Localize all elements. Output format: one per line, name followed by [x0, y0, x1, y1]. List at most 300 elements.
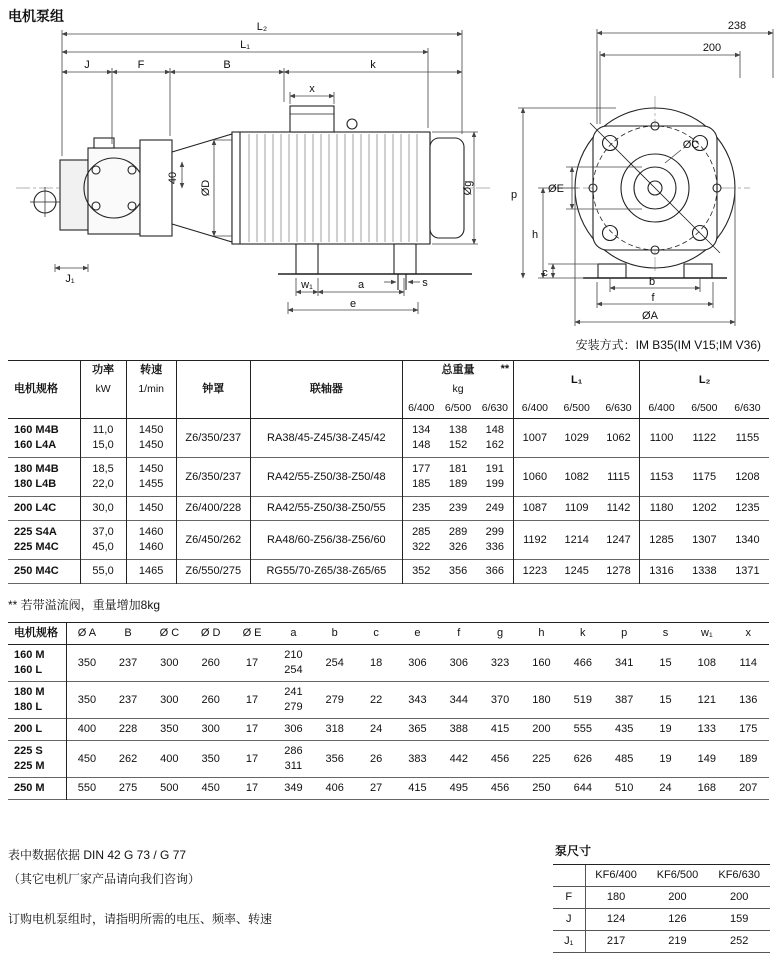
cell-weight-6500	[440, 560, 477, 584]
cell-weight-6500	[440, 458, 477, 497]
cell-L1-6630: 1142	[598, 497, 640, 521]
cell-power	[80, 497, 126, 521]
dim-cell: 168	[697, 782, 716, 794]
dim-cell: 300	[160, 693, 179, 706]
cell-speed	[126, 458, 176, 497]
weight-footnote: ** 若带溢流阀，重量增加8kg	[8, 598, 161, 612]
dim-cell-a	[273, 778, 314, 800]
row-label: F	[553, 887, 585, 909]
value-line: 1450	[138, 502, 164, 514]
note-din-standard: 表中数据依据 DIN 42 G 73 / G 77	[8, 848, 187, 862]
cell-L2-6500: 1338	[692, 565, 717, 577]
cell-power	[80, 419, 126, 458]
cell-bell: Z6/350/237	[176, 458, 250, 497]
cell-L2-6500: 1202	[692, 502, 717, 514]
value-line: 191	[485, 463, 505, 475]
header-L1: L₁	[514, 361, 640, 400]
motor-foot-rear	[394, 244, 416, 274]
value-line: 322	[412, 541, 431, 553]
cell-L1-6400: 1007	[522, 431, 548, 444]
dim-label-L1: L₁	[240, 39, 250, 51]
dim-cell: 114	[739, 656, 758, 669]
cell-L1-6630: 1062	[598, 419, 640, 458]
motor-foot-front	[296, 244, 318, 274]
dim-label-200: 200	[702, 42, 722, 54]
header-L2: L₂	[698, 373, 711, 386]
cell-coupling: RA38/45-Z45/38-Z45/42	[250, 419, 402, 458]
value-line: 1450	[138, 424, 164, 436]
cell-models	[8, 521, 80, 560]
pump-size-title: 泵尺寸	[553, 840, 770, 865]
dim-cell: 17	[245, 693, 259, 706]
value-line: 366	[485, 565, 505, 577]
header-col-OD: Ø D	[200, 627, 221, 639]
cell-L2-6400: 1285	[649, 533, 674, 546]
cell-bell: Z6/550/275	[176, 560, 250, 584]
pump-size-row-J	[553, 909, 770, 931]
pump-body	[88, 148, 140, 234]
dim-label-J1: J₁	[65, 273, 75, 285]
header-col-e: e	[414, 627, 421, 639]
page-title: 电机泵组	[8, 8, 64, 24]
pump-size-block	[553, 840, 770, 953]
note-ordering: 订购电机泵组时，请指明所需的电压、频率、转速	[8, 912, 273, 926]
header-weight-unit: kg	[402, 380, 513, 399]
header-spacer	[80, 399, 126, 419]
dim-label-OE: ØE	[548, 183, 564, 195]
row-label: J	[553, 909, 585, 931]
value-line: 1460	[138, 541, 164, 553]
dim-cell: 180	[532, 693, 551, 706]
header-col-s: s	[662, 627, 669, 639]
dim-cell: 237	[118, 656, 138, 669]
dim-cell: 343	[408, 693, 427, 706]
value-line: 210	[284, 649, 303, 661]
value-line: 181	[448, 463, 468, 475]
cell-speed	[126, 497, 176, 521]
dim-cell: 27	[369, 782, 383, 794]
header-col-w1: w₁	[701, 627, 713, 639]
value-line: 185	[412, 478, 431, 490]
value-line: 189	[448, 478, 468, 490]
value-line: 352	[412, 565, 431, 577]
dim-cell: 17	[245, 782, 259, 794]
dim-cell: 17	[245, 656, 259, 669]
value-line: 286	[284, 745, 303, 757]
dim-cell: 133	[697, 723, 716, 735]
dim-cell: 300	[201, 723, 220, 735]
cell-L1-6500: 1082	[564, 470, 589, 483]
header-power: 功率	[80, 361, 126, 381]
pump-size-row-F	[553, 887, 770, 909]
model-line: 250 M4C	[14, 565, 59, 577]
value-line: 356	[448, 565, 468, 577]
value-line: 30,0	[92, 502, 114, 514]
header-col-k: k	[580, 627, 586, 639]
dim-cell: 387	[614, 693, 634, 706]
dim-cell: 456	[490, 752, 510, 765]
cell-L2-6500: 1307	[692, 533, 717, 546]
model-line: 200 L4C	[14, 502, 57, 514]
dim-label-OD: ØD	[200, 179, 212, 197]
header-L2-6500: 6/500	[691, 402, 718, 414]
model-line: 180 M	[14, 686, 45, 698]
cell-coupling: RG55/70-Z65/38-Z65/65	[250, 560, 402, 584]
dim-cell: 644	[573, 782, 592, 794]
header-kf6-500: KF6/500	[647, 865, 709, 887]
value-line: 45,0	[92, 541, 114, 553]
dim-row-250	[8, 778, 769, 800]
value-line: 134	[412, 424, 431, 436]
header-col-h: h	[538, 627, 545, 639]
cell-models	[8, 682, 66, 719]
cell-weight-6630	[477, 521, 514, 560]
header-weight-6500: 6/500	[444, 402, 472, 414]
pump-dim-cell: 180	[585, 887, 647, 909]
cell-L2-6630: 1155	[735, 431, 760, 444]
dim-label-40: 40	[167, 171, 179, 185]
dim-cell: 350	[77, 656, 97, 669]
dim-cell: 175	[739, 723, 758, 735]
dim-label-OA: ØA	[642, 310, 658, 322]
row-label: J₁	[553, 931, 585, 953]
cell-bell: Z6/450/262	[176, 521, 250, 560]
pump-head	[60, 160, 88, 230]
dim-cell: 225	[532, 752, 551, 765]
dim-cell: 108	[697, 656, 716, 669]
value-line: 162	[485, 439, 505, 451]
cell-coupling: RA42/55-Z50/38-Z50/55	[250, 497, 402, 521]
dim-cell: 406	[325, 782, 344, 794]
dim-cell: 350	[201, 752, 220, 765]
mounting-note: 安装方式：IM B35(IM V15;IM V36)	[575, 338, 761, 352]
value-line: 15,0	[92, 439, 114, 451]
dim-cell: 466	[573, 656, 592, 669]
cell-models	[8, 741, 66, 778]
value-line: 177	[412, 463, 431, 475]
spec-row-250	[8, 560, 769, 584]
header-col-c: c	[373, 627, 379, 639]
model-line: 225 M	[14, 760, 45, 772]
dim-cell: 500	[160, 782, 179, 794]
dim-cell: 15	[659, 656, 672, 669]
dim-cell: 19	[659, 752, 672, 765]
dim-label-c: c	[542, 267, 548, 279]
header-weight-6400: 6/400	[408, 402, 435, 414]
header-col-OE: Ø E	[242, 627, 262, 639]
spec-row-180	[8, 458, 769, 497]
lifting-eye	[347, 119, 357, 129]
dim-cell: 415	[408, 782, 427, 794]
header-speed: 转速	[126, 361, 176, 381]
dim-cell: 26	[369, 752, 383, 765]
model-line: 180 L4B	[14, 478, 57, 490]
cell-models	[8, 419, 80, 458]
dim-cell: 237	[118, 693, 138, 706]
dim-cell: 260	[201, 693, 220, 706]
header-spacer	[126, 399, 176, 419]
dim-cell: 200	[532, 723, 551, 735]
value-line: 241	[284, 686, 303, 698]
dim-cell: 149	[697, 752, 716, 765]
dim-label-B: B	[223, 59, 231, 71]
cell-weight-6630	[477, 560, 514, 584]
dim-label-Og: Øg	[462, 180, 474, 196]
header-L2-6400: 6/400	[648, 402, 675, 414]
value-line: 299	[485, 526, 505, 538]
dim-cell: 260	[201, 656, 220, 669]
pump-dim-cell: 200	[708, 887, 770, 909]
dim-cell: 250	[532, 782, 551, 794]
dim-cell: 365	[408, 723, 427, 735]
dim-row-225	[8, 741, 769, 778]
dim-row-200	[8, 719, 769, 741]
pump-dim-cell: 126	[647, 909, 709, 931]
header-L1-6500: 6/500	[563, 402, 590, 414]
header-weight-6630: 6/630	[477, 399, 514, 419]
dim-cell: 388	[449, 723, 468, 735]
cell-power	[80, 458, 126, 497]
header-col-g: g	[497, 627, 504, 639]
dim-cell: 415	[490, 723, 510, 735]
dim-cell: 189	[739, 752, 758, 765]
cell-weight-6500	[440, 419, 477, 458]
value-line: 18,5	[92, 463, 114, 475]
dim-cell: 442	[449, 752, 468, 765]
dim-label-a: a	[357, 279, 365, 291]
cell-L2-6400: 1316	[649, 565, 674, 577]
dim-cell: 341	[614, 656, 634, 669]
dim-cell-a	[273, 719, 314, 741]
pump-dim-cell: 124	[585, 909, 647, 931]
cell-L1-6630: 1278	[598, 560, 640, 584]
dim-cell: 510	[614, 782, 634, 794]
spec-row-225	[8, 521, 769, 560]
cell-models	[8, 778, 66, 800]
cell-weight-6400	[402, 458, 439, 497]
model-line: 250 M	[14, 782, 45, 794]
motor-fins	[246, 134, 424, 242]
dim-cell: 160	[532, 656, 551, 669]
dim-cell: 450	[201, 782, 220, 794]
dim-cell: 495	[449, 782, 468, 794]
motor-spec-table	[8, 360, 769, 584]
header-col-B: B	[124, 627, 132, 639]
dim-cell: 17	[245, 723, 259, 735]
model-line: 225 S4A	[14, 526, 57, 538]
dim-cell: 550	[77, 782, 97, 794]
dim-cell: 356	[325, 752, 344, 765]
pump-size-row-J1	[553, 931, 770, 953]
value-line: 199	[485, 478, 505, 490]
cell-bell: Z6/400/228	[176, 497, 250, 521]
header-col-p: p	[621, 627, 628, 639]
header-motor-spec: 电机规格	[8, 361, 80, 419]
header-kf6-400: KF6/400	[585, 865, 647, 887]
cell-L2-6630: 1340	[735, 533, 760, 546]
cell-L1-6500: 1245	[564, 565, 589, 577]
dim-label-w1: w₁	[301, 279, 313, 291]
cell-L2-6630: 1371	[735, 565, 760, 577]
header-bell-housing: 钟罩	[176, 361, 250, 419]
model-line: 180 L	[14, 701, 43, 713]
model-line: 200 L	[14, 723, 43, 735]
value-line: 336	[485, 541, 505, 553]
dim-label-J: J	[84, 59, 90, 71]
header-motor-spec: 电机规格	[8, 623, 66, 645]
value-line: 11,0	[92, 424, 114, 436]
dim-cell: 350	[77, 693, 97, 706]
pump-dim-cell: 219	[647, 931, 709, 953]
side-view	[30, 106, 472, 290]
header-col-OA: Ø A	[77, 627, 97, 639]
dim-cell: 383	[408, 752, 427, 765]
dimension-table	[8, 622, 769, 800]
cell-models	[8, 497, 80, 521]
value-line: 326	[448, 541, 468, 553]
value-line: 349	[284, 782, 303, 794]
value-line: 289	[448, 526, 468, 538]
dim-cell: 555	[573, 723, 592, 735]
cell-weight-6400	[402, 521, 439, 560]
cell-weight-6400	[402, 419, 439, 458]
cell-weight-6630	[477, 497, 514, 521]
mounting-bracket	[140, 140, 172, 236]
dim-cell: 275	[118, 782, 138, 794]
note-other-manufacturers: （其它电机厂家产品请向我们咨询）	[8, 872, 201, 886]
total-weight-label: 总重量	[441, 364, 475, 376]
cell-L1-6630: 1115	[598, 458, 640, 497]
dim-label-s: s	[422, 277, 428, 289]
weight-footnote-marker: **	[500, 363, 510, 375]
header-coupling: 联轴器	[250, 361, 402, 419]
dim-cell: 370	[490, 693, 510, 706]
dim-cell: 626	[573, 752, 592, 765]
header-total-weight	[402, 361, 513, 381]
cell-L1-6500: 1214	[564, 533, 589, 546]
model-line: 225 M4C	[14, 541, 59, 553]
cell-L1-6400: 1223	[522, 565, 548, 577]
technical-drawing	[0, 20, 777, 336]
front-foot-right	[684, 264, 712, 278]
dim-cell: 18	[369, 656, 383, 669]
dim-cell: 485	[614, 752, 634, 765]
cell-L1-6400: 1060	[522, 470, 548, 483]
dim-cell: 456	[490, 782, 510, 794]
cell-bell: Z6/350/237	[176, 419, 250, 458]
value-line: 22,0	[92, 478, 114, 490]
cell-L1-6400: 1192	[523, 533, 547, 546]
cell-L2-6630: 1208	[735, 470, 760, 483]
dim-cell: 279	[325, 693, 344, 706]
cell-models	[8, 645, 66, 682]
cell-L2-6500: 1122	[692, 431, 717, 444]
pump-dim-cell: 159	[708, 909, 770, 931]
cell-L2-6400: 1100	[649, 431, 674, 444]
model-line: 180 M4B	[14, 463, 59, 475]
dim-cell: 228	[118, 723, 138, 735]
value-line: 249	[485, 502, 505, 514]
dim-cell: 318	[325, 723, 344, 735]
value-line: 152	[448, 439, 468, 451]
header-spacer	[553, 865, 585, 887]
dim-cell: 400	[77, 723, 97, 735]
value-line: 55,0	[92, 565, 114, 577]
fan-cover	[430, 138, 464, 238]
value-line: 148	[485, 424, 505, 436]
dim-cell: 306	[408, 656, 427, 669]
dim-cell: 136	[739, 693, 758, 706]
dim-cell: 15	[659, 693, 672, 706]
value-line: 148	[412, 439, 431, 451]
value-line: 1460	[138, 526, 164, 538]
value-line: 1450	[138, 439, 164, 451]
header-row-1	[8, 361, 769, 381]
cell-speed	[126, 560, 176, 584]
dim-label-e: e	[349, 298, 357, 310]
dim-cell-a	[273, 645, 314, 682]
pump-dim-cell: 217	[585, 931, 647, 953]
dim-label-p: p	[510, 189, 518, 201]
dim-label-h: h	[531, 229, 539, 241]
dim-cell: 24	[659, 782, 672, 794]
dim-cell: 450	[77, 752, 97, 765]
value-line: 1455	[138, 478, 164, 490]
dim-cell: 19	[659, 723, 672, 735]
cell-models	[8, 719, 66, 741]
front-foot-left	[598, 264, 626, 278]
cell-models	[8, 560, 80, 584]
header-kf6-630: KF6/630	[708, 865, 770, 887]
value-line: 311	[284, 760, 303, 772]
cell-power	[80, 560, 126, 584]
value-line: 285	[412, 526, 431, 538]
dim-cell: 22	[369, 693, 383, 706]
cell-power	[80, 521, 126, 560]
header-speed-unit: 1/min	[126, 380, 176, 399]
spec-row-200	[8, 497, 769, 521]
cell-L1-6500: 1109	[564, 502, 589, 514]
dim-row-180	[8, 682, 769, 719]
cell-models	[8, 458, 80, 497]
cell-L2-6400: 1180	[649, 502, 674, 514]
dim-cell: 207	[739, 782, 758, 794]
dim-label-f: f	[651, 292, 655, 304]
dim-label-OC: ØC	[682, 139, 700, 151]
value-line: 239	[448, 502, 468, 514]
dim-label-k: k	[370, 59, 376, 71]
cell-weight-6400	[402, 497, 439, 521]
dim-label-238: 238	[727, 20, 747, 32]
cell-weight-6500	[440, 497, 477, 521]
header-col-b: b	[331, 627, 338, 639]
model-line: 160 L	[14, 664, 43, 676]
value-line: 235	[412, 502, 431, 514]
dim-label-F: F	[137, 59, 145, 71]
cell-L2-6500: 1175	[692, 470, 717, 483]
pump-size-header-row	[553, 865, 770, 887]
model-line: 225 S	[14, 745, 43, 757]
dim-label-L2: L₂	[256, 21, 268, 33]
cell-weight-6500	[440, 521, 477, 560]
dim-row-160	[8, 645, 769, 682]
cell-speed	[126, 521, 176, 560]
cell-L2-6400: 1153	[649, 470, 674, 483]
dim-cell: 344	[449, 693, 468, 706]
spec-row-160	[8, 419, 769, 458]
value-line: 279	[284, 701, 303, 713]
value-line: 1465	[138, 565, 164, 577]
